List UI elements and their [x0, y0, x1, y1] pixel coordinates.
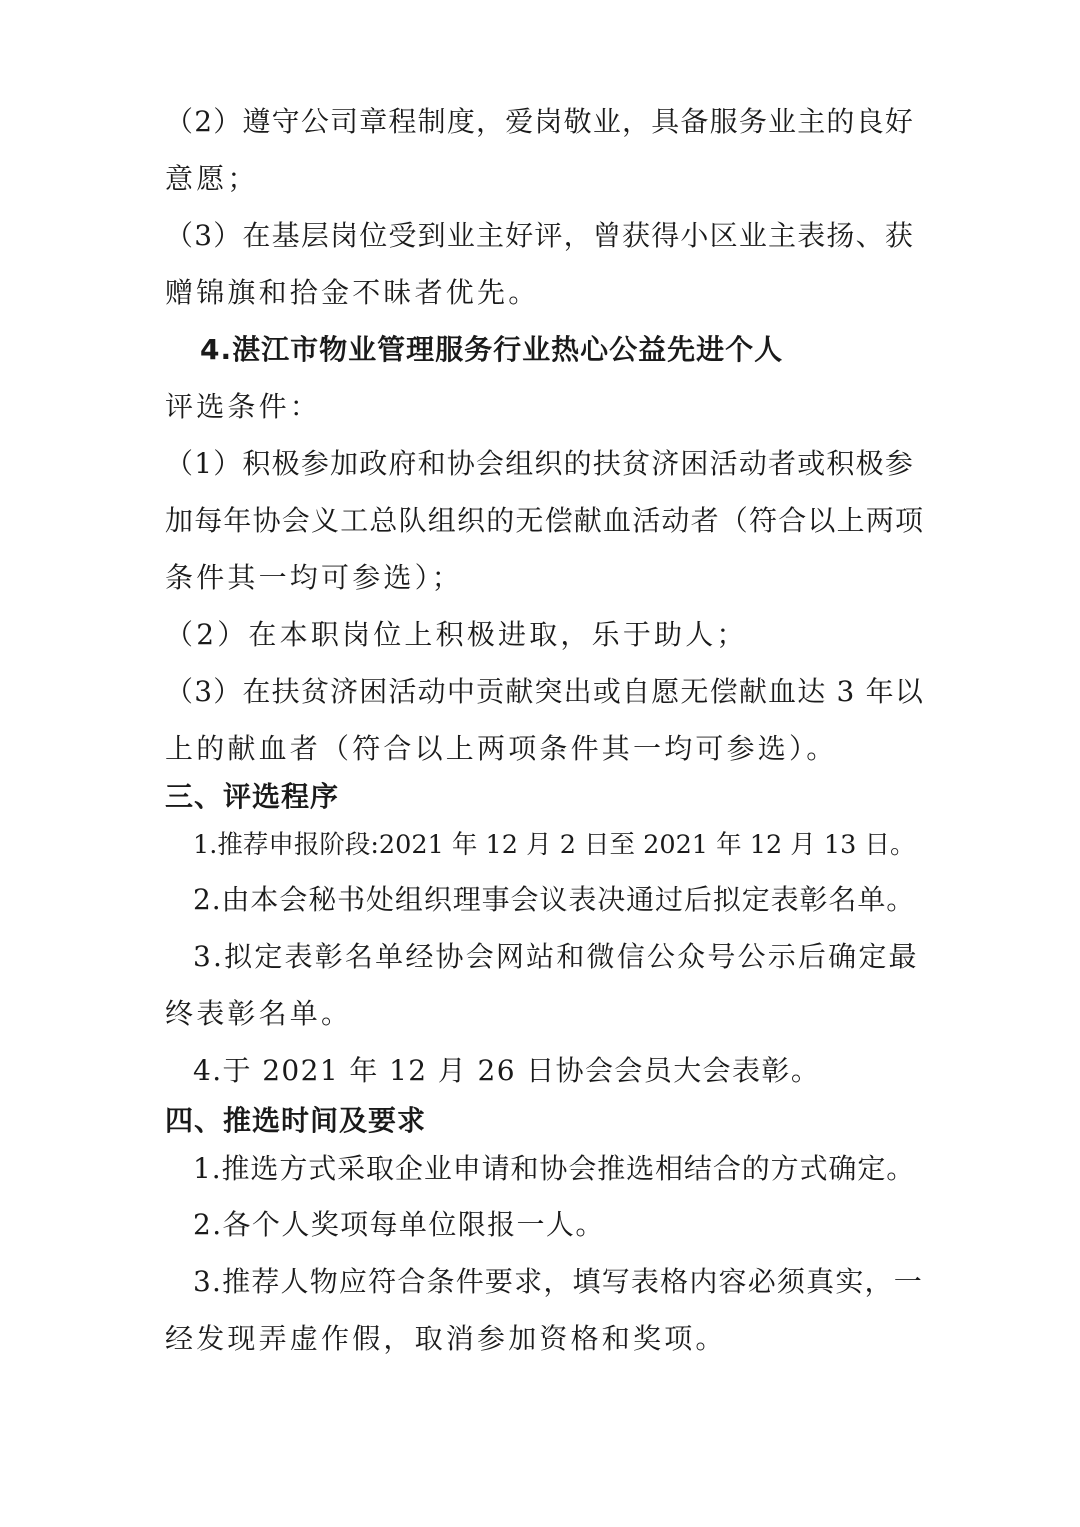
- paragraph-line: 评选条件：: [165, 390, 322, 423]
- paragraph-line: （3）在扶贫济困活动中贡献突出或自愿无偿献血达 3 年以: [165, 675, 925, 708]
- paragraph-line: 1.推选方式采取企业申请和协会推选相结合的方式确定。: [193, 1152, 916, 1185]
- paragraph-line: 4.于 2021 年 12 月 26 日协会会员大会表彰。: [193, 1054, 821, 1087]
- paragraph-line: （2）在本职岗位上积极进取，乐于助人；: [165, 618, 748, 651]
- paragraph-line: 赠锦旗和拾金不昧者优先。: [165, 276, 540, 309]
- paragraph-line: 1.推荐申报阶段:2021 年 12 月 2 日至 2021 年 12 月 13 日。: [193, 830, 916, 860]
- paragraph-line: 2.各个人奖项每单位限报一人。: [193, 1208, 605, 1241]
- section-heading: 三、评选程序: [165, 780, 340, 813]
- paragraph-line: 条件其一均可参选）；: [165, 561, 464, 594]
- paragraph-line: 意愿；: [165, 162, 259, 195]
- section-subheading: 4.湛江市物业管理服务行业热心公益先进个人: [200, 333, 784, 366]
- section-heading: 四、推选时间及要求: [165, 1104, 427, 1137]
- paragraph-line: 加每年协会义工总队组织的无偿献血活动者（符合以上两项: [165, 504, 925, 537]
- paragraph-line: 3.拟定表彰名单经协会网站和微信公众号公示后确定最: [193, 940, 919, 973]
- paragraph-line: 经发现弄虚作假，取消参加资格和奖项。: [165, 1322, 727, 1355]
- paragraph-line: （3）在基层岗位受到业主好评，曾获得小区业主表扬、获: [165, 219, 915, 252]
- paragraph-line: 终表彰名单。: [165, 997, 353, 1030]
- paragraph-line: 2.由本会秘书处组织理事会议表决通过后拟定表彰名单。: [193, 883, 916, 916]
- paragraph-line: 上的献血者（符合以上两项条件其一均可参选）。: [165, 732, 838, 765]
- paragraph-line: （2）遵守公司章程制度，爱岗敬业，具备服务业主的良好: [165, 105, 915, 138]
- paragraph-line: （1）积极参加政府和协会组织的扶贫济困活动者或积极参: [165, 447, 915, 480]
- paragraph-line: 3.推荐人物应符合条件要求，填写表格内容必须真实，一: [193, 1265, 923, 1298]
